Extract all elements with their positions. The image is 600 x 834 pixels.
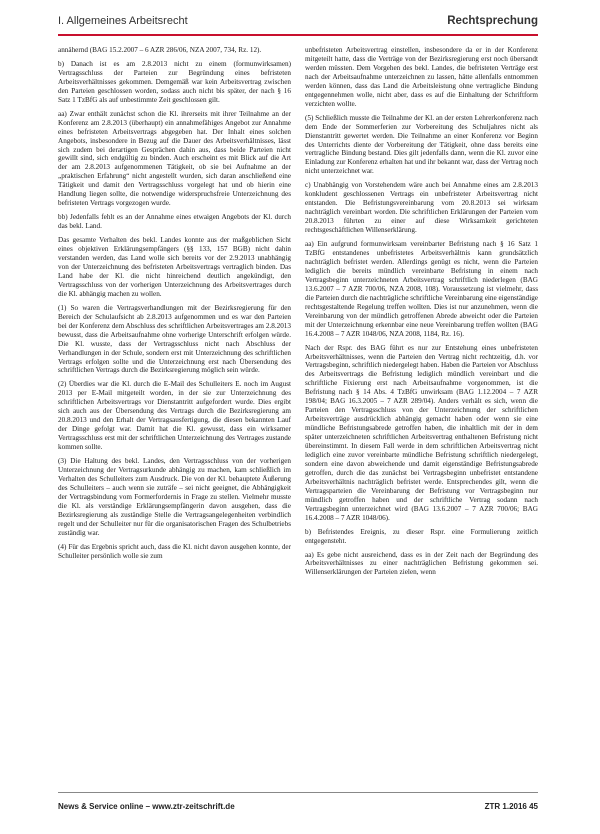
paragraph: (5) Schließlich musste die Teilnahme der Kl. an der ersten Lehrerkonferenz nach dem Ende der Sommerferien zur Vorbereitung des Schuljahres nicht als Dienstantritt gewertet werden. Die Teilnahme an einer Konferenz vor Beginn des Unterrichts diente der Vorbereitung der Tätigkeit, ohne dass bereits eine vertragliche Bindung bestand. Dies gilt jedenfalls dann, wenn die Kl. zuvor eine Einladung zur Konferenz erhalten hat und ihr bekannt war, dass der Vertrag noch nicht unterzeichnet war. (305, 113, 538, 176)
paragraph: aa) Zwar enthält zunächst schon die Kl. ihrerseits mit ihrer Teilnahme an der Konferenz am 2.8.2013 (überhaupt) ein annahmefähiges Angebot zur Annahme eines befristeten Arbeitsvertrags abgegeben hat. Der Inhalt eines solchen Angebots, insbesondere in Bezug auf die Dauer des Arbeitsverhältnisses, lässt sich zudem bei derartigen Gesprächen dahin aus, dass beide Parteien nicht gewillt sind, sich endgültig zu binden. Auch erscheint es mit Blick auf die Art der am 2.8.2013 aufgenommenen Tätigkeit, ob sie bei Aufnahme an der „praktischen Erfahrung“ nicht angestellt wurden, sich daran anschließend eine Tätigkeit und damit den Vertragsschluss vorgelegt hat und ob hierin eine Handlung liegen sollte, die notwendige widerspruchsfreie Unterzeichnung des befristeten Vertrags vorgezogen wurde. (58, 109, 291, 208)
paragraph: aa) Ein aufgrund formunwirksam vereinbarter Befristung nach § 16 Satz 1 TzBfG entstandenes unbefristetes Arbeitsverhältnis kann grundsätzlich nachträglich befristet werden. Allerdings genügt es nicht, wenn die Parteien lediglich die bereits mündlich vereinbarte Befristung in einem nach Vertragsbeginn unterzeichneten Arbeitsvertrag schriftlich niederlegen (BAG 13.6.2007 – 7 AZR 700/06, NZA 2008, 108). Voraussetzung ist vielmehr, dass die Parteien durch die nachträgliche schriftliche Vereinbarung eine eigenständige rechtsgestaltende Regelung treffen wollten. Dies ist nur anzunehmen, wenn die Vereinbarung von der mündlich getroffenen Abrede abweicht oder die Parteien mit der Unterzeichnung erkennbar eine neue Vereinbarung treffen wollten (BAG 16.4.2008 – 7 AZR 1048/06, NZA 2008, 1184, Rz. 16). (305, 240, 538, 338)
paragraph: b) Danach ist es am 2.8.2013 nicht zu einem (formunwirksamen) Vertragsschluss der Parteien zur Begründung eines befristeten Arbeitsverhältnisses gekommen. Demgemäß war kein Arbeitsvertrag zwischen den Parteien geschlossen worden, sodass auch nicht bis später, der nach § 16 Satz 1 TzBfG als auf unbestimmte Zeit geschlossen gilt. (58, 59, 291, 104)
section-title: I. Allgemeines Arbeitsrecht (58, 15, 188, 27)
paragraph: c) Unabhängig von Vorstehendem wäre auch bei Annahme eines am 2.8.2013 konkludent geschlossenen Vertrags ein unbefristeter Arbeitsvertrag nicht entstanden. Die Befristungsvereinbarung vom 20.8.2013 sei wirksam nachträglich vereinbart worden. Die schriftlichen Erklärungen der Parteien vom 20.8.2013 führten zu einer auf diese Wirksamkeit gerichteten rechtsgeschäftlichen Willenserklärung. (305, 181, 538, 235)
paragraph: aa) Es gebe nicht ausreichend, dass es in der Zeit nach der Begründung des Arbeitsverhältnisses zu einer nachträglichen Befristung gekommen sei. Willenserklärungen der Parteien zielen, wenn (305, 550, 538, 577)
page-footer (58, 797, 538, 815)
paragraph: (4) Für das Ergebnis spricht auch, dass die Kl. nicht davon ausgehen konnte, der Schulleiter persönlich wolle sie zum (58, 542, 291, 560)
text-column-right (305, 46, 538, 786)
footer-divider (58, 792, 538, 793)
footer-source: News & Service online – www.ztr-zeitschrift.de (58, 801, 235, 811)
paragraph: unbefristeten Arbeitsvertrag einstellen, insbesondere da er in der Konferenz mitgeteilt hatte, dass die Verträge von der Bezirksregierung erst noch übersandt werden müssten. Dem Vorgehen des bekl. Landes, die befristeten Verträge erst nach der Arbeitsaufnahme unterzeichnen zu lassen, hätte allenfalls entnommen werden können, dass das Land die Arbeitsleistung ohne vertragliche Bindung entgegennehmen wolle, nicht aber, dass es auf die Einhaltung der Schriftform verzichten wollte. (305, 46, 538, 108)
article-body (58, 46, 538, 786)
page-header (58, 10, 538, 32)
rubric-label: Rechtsprechung (447, 15, 538, 27)
paragraph: bb) Jedenfalls fehlt es an der Annahme eines etwaigen Angebots der Kl. durch das bekl. Land. (58, 213, 291, 231)
header-divider (58, 34, 538, 36)
paragraph: Nach der Rspr. des BAG führt es nur zur Entstehung eines unbefristeten Arbeitsverhältnisses, wenn die Parteien den Vertrag nicht rechtzeitig, d.h. vor Vertragsbeginn, schriftlich niedergelegt haben. Haben die Parteien vor Abschluss des Arbeitsvertrags die Befristung lediglich mündlich vereinbart und die schriftliche Fixierung erst nach Arbeitsaufnahme vorgenommen, ist die Befristung nach § 14 Abs. 4 TzBfG unwirksam (BAG 1.12.2004 – 7 AZR 198/04; BAG 16.3.2005 – 7 AZR 289/04). Anders verhält es sich, wenn die Parteien den Vertragsschluss von der Unterzeichnung der schriftlichen Arbeitsverträge ausdrücklich abhängig gemacht haben oder wenn sie eine mündliche Befristungsabrede getroffen haben, die inhaltlich mit der in dem später unterzeichneten schriftlichen Arbeitsvertrag enthaltenen Befristung nicht übereinstimmt. In diesem Fall werde in dem schriftlichen Arbeitsvertrag nicht lediglich eine zuvor vereinbarte mündliche Befristung schriftlich niedergelegt, sondern eine davon abweichende und damit eigenständige Befristungsabrede getroffen, durch die das zunächst bei Vertragsbeginn unbefristet entstandene Arbeitsverhältnis nachträglich befristet werde. Entsprechendes gilt, wenn die Vertragsparteien die Vereinbarung der Befristung vor Vertragsbeginn nur mündlich getroffen haben und der schriftliche Vertrag sodann nach Vertragsbeginn unterzeichnet wird (BAG 13.6.2007 – 7 AZR 700/06; BAG 16.4.2008 – 7 AZR 1048/06). (305, 343, 538, 522)
paragraph: b) Befristendes Ereignis, zu dieser Rspr. eine Formulierung zeitlich entgegensteht. (305, 527, 538, 545)
footer-issue-page: ZTR 1.2016 45 (484, 801, 538, 811)
paragraph: (3) Die Haltung des bekl. Landes, den Vertragsschluss von der vorherigen Unterzeichnung der Vertragsurkunde abhängig zu machen, kam schließlich im Verhalten des Schulleiters zum Ausdruck. Die von der Kl. behauptete Äußerung des Schulleiters – auch wenn sie zuträfe – sei nicht geeignet, die Abhängigkeit der Vertragsbindung vom Formerfordernis in Frage zu stellen. Vielmehr musste die Kl. als verständige Erklärungsempfängerin davon ausgehen, dass die Bezirksregierung als zuständige Stelle die Vertragsangelegenheiten verbindlich regelt und der Schulleiter nur für die organisatorischen Fragen des Schulbetriebs zuständig war. (58, 457, 291, 537)
paragraph: (1) So waren die Vertragsverhandlungen mit der Bezirksregierung für den Bereich der Schulaufsicht ab 2.8.2013 aufgenommen und es war den Parteien bei der Konferenz dem Abschluss des schriftlichen Arbeitsvertrages am 2.8.2013 bewusst, dass die Arbeitsaufnahme ohne vorherige Unterschrift erfolgen würde. Die Kl. wusste, dass der Vertragsschluss nicht nach Abschluss der Verhandlungen in der Schule, sondern erst mit Unterzeichnung des schriftlichen Vertrags erfolgen sollte und die Unterzeichnung erst nach Übersendung des schriftlichen Vertrags durch die Bezirksregierung möglich sein würde. (58, 303, 291, 375)
paragraph: (2) Überdies war die Kl. durch die E-Mail des Schulleiters E. noch im August 2013 per E-Mail mitgeteilt worden, in der sie zur Unterzeichnung des schriftlichen Arbeitsvertrags vor Dienstantritt aufgefordert wurde. Dies ergibt sich auch aus der Übersendung des Vertrags durch die Bezirksregierung am 20.8.2013 und den Erhalt der Vertragsausfertigung, die diesen bekannten Lauf der Dinge gefolgt war. Damit hat die Kl. gewusst, dass ein wirksamer Vertragsschluss erst mit der schriftlichen Unterzeichnung des Vertrages zustande kommen sollte. (58, 380, 291, 452)
text-column-left (58, 46, 291, 786)
paragraph: annähernd (BAG 15.2.2007 – 6 AZR 286/06, NZA 2007, 734, Rz. 12). (58, 46, 262, 54)
paragraph: Das gesamte Verhalten des bekl. Landes konnte aus der maßgeblichen Sicht eines objektiven Erklärungsempfängers (§§ 133, 157 BGB) nicht dahin verstanden werden, das Land wolle sich bereits vor der 2.9.2013 unabhängig von der Unterzeichnung des befristeten Arbeitsvertrags vertraglich binden. Das Land habe der Kl. die nicht hinreichend deutlich angekündigt, den Vertragsschluss von der vorherigen Unterzeichnung des Arbeitsvertrages durch die Kl. abhängig machen zu wollen. (58, 236, 291, 298)
